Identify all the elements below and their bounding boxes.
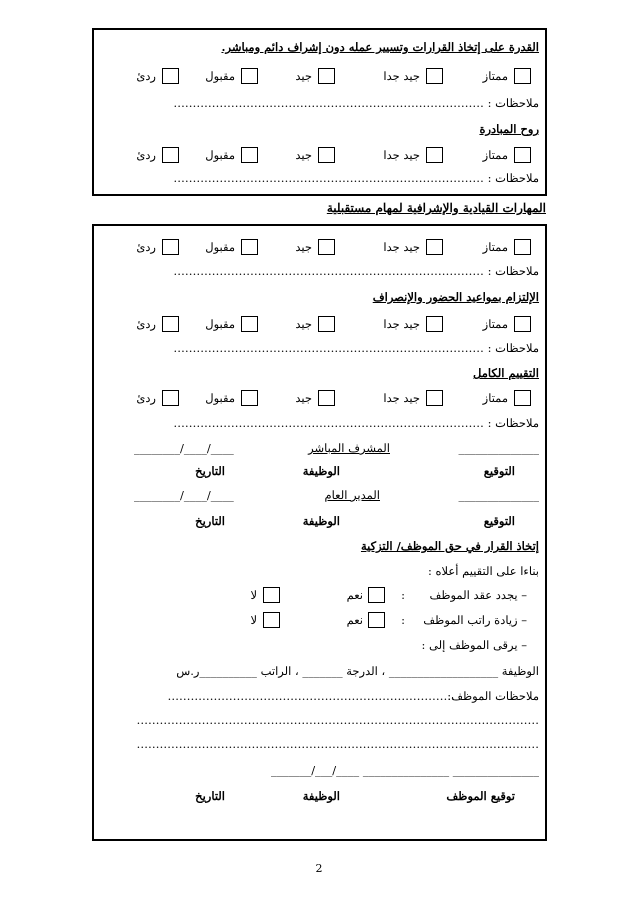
very-good-checkbox[interactable] [426,390,443,406]
poor-label: ردئ [136,69,156,83]
very-good-checkbox[interactable] [426,147,443,163]
good-checkbox[interactable] [318,390,335,406]
good-checkbox[interactable] [318,147,335,163]
employee-notes-field[interactable]: …………………………………………………………………………………………… [136,737,539,751]
acceptable-checkbox[interactable] [241,239,258,255]
manager-role: المدير العام [324,488,380,502]
raise-no-label: لا [250,613,257,627]
very-good-checkbox[interactable] [426,68,443,84]
acceptable-label: مقبول [205,69,235,83]
very-good-checkbox[interactable] [426,239,443,255]
rating-row [100,315,539,333]
caption-job: الوظيفة [302,464,340,478]
poor-checkbox[interactable] [162,147,179,163]
raise-salary-label: – زيادة راتب الموظف [423,613,527,627]
employee-notes-field[interactable]: ………………………………………………………………… [167,689,455,703]
notes-field[interactable]: ……………………………………………………………………… [173,96,484,110]
supervisor-signature-line[interactable]: ______________ [458,441,539,455]
manager-signature-line[interactable]: ______________ [458,488,539,502]
caption-job: الوظيفة [302,514,340,528]
raise-colon: : [401,613,405,627]
criterion-overall-title: التقييم الكامل [472,366,539,380]
poor-label: ردئ [136,148,156,162]
very-good-label: جيد جدا [383,69,420,83]
good-checkbox[interactable] [318,68,335,84]
excellent-checkbox[interactable] [514,316,531,332]
rating-row [100,146,539,164]
very-good-checkbox[interactable] [426,316,443,332]
good-checkbox[interactable] [318,316,335,332]
very-good-label: جيد جدا [383,240,420,254]
notes-field[interactable]: ……………………………………………………………………… [173,416,484,430]
good-label: جيد [295,148,312,162]
evaluation-frame-top [92,28,547,196]
acceptable-label: مقبول [205,148,235,162]
excellent-checkbox[interactable] [514,68,531,84]
notes-field[interactable]: ……………………………………………………………………… [173,341,484,355]
excellent-checkbox[interactable] [514,390,531,406]
rating-row [100,389,539,407]
notes-row [100,416,539,430]
supervisor-role: المشرف المباشر [308,441,390,455]
notes-label: ملاحظات : [487,96,539,110]
caption-signature: التوقيع [483,514,515,528]
poor-checkbox[interactable] [162,390,179,406]
notes-row [100,264,539,278]
caption-date: التاريخ [195,514,225,528]
renew-contract-label: – يجدد عقد الموظف [429,588,527,602]
promote-label: – يرقى الموظف إلى : [421,638,527,652]
excellent-checkbox[interactable] [514,147,531,163]
notes-field[interactable]: ……………………………………………………………………… [173,264,484,278]
manager-date-line[interactable]: ____/____/________ [134,488,234,502]
notes-row [100,341,539,355]
criterion-initiative-title: روح المبادرة [479,122,539,136]
notes-row [100,171,539,185]
caption-employee-signature: توقيع الموظف [446,789,515,803]
renew-colon: : [401,588,405,602]
excellent-label: ممتاز [482,391,508,405]
acceptable-label: مقبول [205,317,235,331]
very-good-label: جيد جدا [383,317,420,331]
decision-title: إتخاذ القرار في حق الموظف/ التزكية [360,539,539,553]
poor-checkbox[interactable] [162,68,179,84]
raise-yes-label: نعم [346,613,363,627]
caption-signature: التوقيع [483,464,515,478]
renew-yes-label: نعم [346,588,363,602]
renew-no-label: لا [250,588,257,602]
acceptable-checkbox[interactable] [241,316,258,332]
section-title: المهارات القيادية والإشرافية لمهام مستقبلية [326,201,546,215]
evaluation-frame-bottom [92,224,547,841]
acceptable-checkbox[interactable] [241,147,258,163]
excellent-label: ممتاز [482,317,508,331]
excellent-label: ممتاز [482,69,508,83]
employee-notes-field[interactable]: …………………………………………………………………………………………… [136,713,539,727]
notes-row [100,96,539,110]
employee-signature-lines[interactable]: _______________ _______________ ____/___/_______ [270,763,539,777]
raise-yes-checkbox[interactable] [368,612,385,628]
excellent-label: ممتاز [482,240,508,254]
good-label: جيد [295,69,312,83]
employee-notes-label: ملاحظات الموظف: [447,689,539,703]
very-good-label: جيد جدا [383,391,420,405]
renew-no-checkbox[interactable] [263,587,280,603]
caption-date: التاريخ [195,789,225,803]
excellent-label: ممتاز [482,148,508,162]
poor-label: ردئ [136,240,156,254]
poor-label: ردئ [136,391,156,405]
poor-checkbox[interactable] [162,239,179,255]
rating-row [100,67,539,85]
notes-label: ملاحظات : [487,171,539,185]
raise-no-checkbox[interactable] [263,612,280,628]
notes-label: ملاحظات : [487,264,539,278]
notes-label: ملاحظات : [487,416,539,430]
acceptable-label: مقبول [205,391,235,405]
good-checkbox[interactable] [318,239,335,255]
notes-label: ملاحظات : [487,341,539,355]
criterion-decision-making-title: القدرة على إتخاذ القرارات وتسيير عمله دون إشراف دائم ومباشر. [221,40,539,54]
notes-field[interactable]: ……………………………………………………………………… [173,171,484,185]
acceptable-label: مقبول [205,240,235,254]
supervisor-date-line[interactable]: ____/____/________ [134,441,234,455]
caption-job: الوظيفة [302,789,340,803]
job-grade-salary-line[interactable]: الوظيفة ___________________ ، الدرجة _______ ، الراتب __________ر.س [176,664,539,678]
based-on-text: بناءا على التقييم أعلاه : [427,564,539,578]
criterion-attendance-title: الإلتزام بمواعيد الحضور والإنصراف [372,290,539,304]
poor-label: ردئ [136,317,156,331]
very-good-label: جيد جدا [383,148,420,162]
acceptable-checkbox[interactable] [241,390,258,406]
good-label: جيد [295,240,312,254]
acceptable-checkbox[interactable] [241,68,258,84]
good-label: جيد [295,391,312,405]
caption-date: التاريخ [195,464,225,478]
rating-row [100,238,539,256]
page-number: 2 [315,862,323,875]
excellent-checkbox[interactable] [514,239,531,255]
poor-checkbox[interactable] [162,316,179,332]
good-label: جيد [295,317,312,331]
renew-yes-checkbox[interactable] [368,587,385,603]
